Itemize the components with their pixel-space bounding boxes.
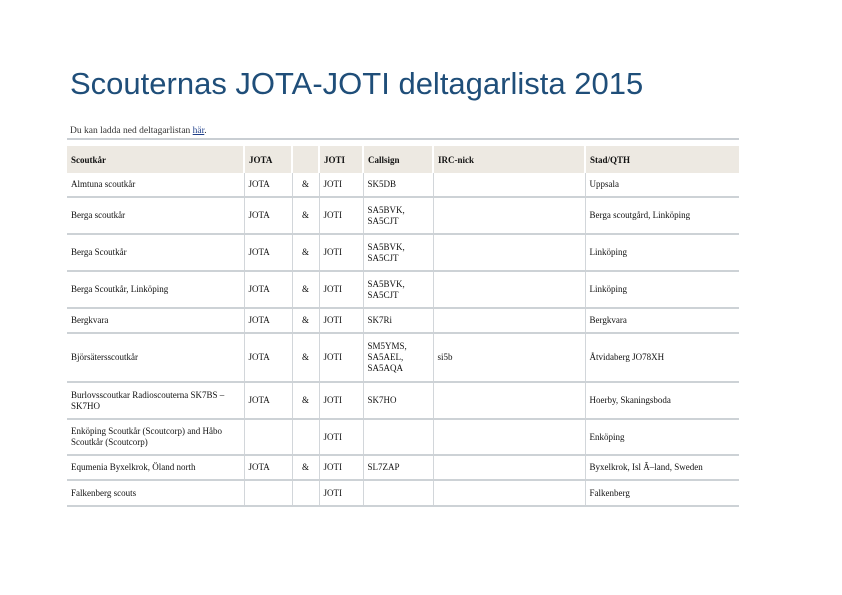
cell-scoutkar: Bergkvara (67, 308, 244, 333)
cell-stad: Linköping (585, 234, 739, 271)
table-header-row (67, 146, 739, 173)
header-amp (292, 146, 319, 173)
cell-joti: JOTI (319, 455, 363, 480)
cell-callsign: SK5DB (363, 173, 433, 197)
cell-scoutkar: Berga Scoutkår, Linköping (67, 271, 244, 308)
cell-callsign (363, 480, 433, 506)
header-joti: JOTI (319, 146, 363, 173)
cell-irc: si5b (433, 333, 585, 382)
cell-callsign: SL7ZAP (363, 455, 433, 480)
header-jota: JOTA (244, 146, 292, 173)
cell-callsign: SA5BVK, SA5CJT (363, 271, 433, 308)
cell-amp: & (292, 308, 319, 333)
cell-stad: Falkenberg (585, 480, 739, 506)
cell-jota: JOTA (244, 173, 292, 197)
table-row (67, 197, 739, 234)
cell-irc (433, 419, 585, 455)
cell-amp: & (292, 455, 319, 480)
cell-callsign: SA5BVK, SA5CJT (363, 234, 433, 271)
cell-joti: JOTI (319, 308, 363, 333)
table-row (67, 382, 739, 419)
cell-scoutkar: Almtuna scoutkår (67, 173, 244, 197)
cell-stad: Enköping (585, 419, 739, 455)
participant-table (67, 146, 739, 507)
table-row (67, 234, 739, 271)
table-row (67, 173, 739, 197)
cell-scoutkar: Equmenia Byxelkrok, Öland north (67, 455, 244, 480)
table-row (67, 333, 739, 382)
cell-jota: JOTA (244, 197, 292, 234)
download-link[interactable]: här (192, 126, 205, 136)
cell-jota (244, 419, 292, 455)
cell-joti: JOTI (319, 173, 363, 197)
cell-jota: JOTA (244, 234, 292, 271)
intro-label: Du kan ladda ned deltagarlistan (70, 126, 193, 136)
table-row (67, 271, 739, 308)
cell-jota: JOTA (244, 271, 292, 308)
cell-irc (433, 382, 585, 419)
table-row (67, 480, 739, 506)
cell-scoutkar: Falkenberg scouts (67, 480, 244, 506)
header-stad: Stad/QTH (585, 146, 739, 173)
cell-stad: Berga scoutgård, Linköping (585, 197, 739, 234)
cell-callsign: SK7HO (363, 382, 433, 419)
cell-stad: Byxelkrok, Isl Ã–land, Sweden (585, 455, 739, 480)
cell-scoutkar: Berga scoutkår (67, 197, 244, 234)
cell-callsign (363, 419, 433, 455)
table-row (67, 419, 739, 455)
header-irc: IRC-nick (433, 146, 585, 173)
header-callsign: Callsign (363, 146, 433, 173)
cell-stad: Uppsala (585, 173, 739, 197)
divider (67, 138, 739, 140)
cell-amp (292, 419, 319, 455)
cell-amp (292, 480, 319, 506)
cell-amp: & (292, 234, 319, 271)
cell-irc (433, 271, 585, 308)
cell-stad: Bergkvara (585, 308, 739, 333)
cell-stad: Hoerby, Skaningsboda (585, 382, 739, 419)
cell-amp: & (292, 197, 319, 234)
cell-scoutkar: Enköping Scoutkår (Scoutcorp) and Håbo Scoutkår (Scoutcorp) (67, 419, 244, 455)
cell-joti: JOTI (319, 234, 363, 271)
cell-irc (433, 480, 585, 506)
cell-irc (433, 234, 585, 271)
cell-callsign: SA5BVK, SA5CJT (363, 197, 433, 234)
cell-callsign: SK7Ri (363, 308, 433, 333)
cell-joti: JOTI (319, 382, 363, 419)
cell-scoutkar: Berga Scoutkår (67, 234, 244, 271)
cell-stad: Linköping (585, 271, 739, 308)
intro-text (70, 126, 207, 136)
cell-scoutkar: Burlovsscoutkar Radioscouterna SK7BS – SK7HO (67, 382, 244, 419)
page-title: Scouternas JOTA-JOTI deltagarlista 2015 (70, 66, 644, 101)
cell-jota: JOTA (244, 455, 292, 480)
cell-joti: JOTI (319, 271, 363, 308)
cell-amp: & (292, 333, 319, 382)
cell-amp: & (292, 382, 319, 419)
cell-jota: JOTA (244, 333, 292, 382)
cell-amp: & (292, 271, 319, 308)
cell-scoutkar: Björsätersscoutkår (67, 333, 244, 382)
cell-joti: JOTI (319, 480, 363, 506)
cell-irc (433, 308, 585, 333)
cell-stad: Åtvidaberg JO78XH (585, 333, 739, 382)
cell-irc (433, 455, 585, 480)
table-row (67, 455, 739, 480)
cell-joti: JOTI (319, 333, 363, 382)
intro-end: . (204, 126, 207, 136)
header-scoutkar: Scoutkår (67, 146, 244, 173)
cell-jota (244, 480, 292, 506)
cell-irc (433, 197, 585, 234)
cell-joti: JOTI (319, 197, 363, 234)
cell-joti: JOTI (319, 419, 363, 455)
cell-jota: JOTA (244, 308, 292, 333)
cell-irc (433, 173, 585, 197)
cell-amp: & (292, 173, 319, 197)
cell-jota: JOTA (244, 382, 292, 419)
cell-callsign: SM5YMS, SA5AEL, SA5AQA (363, 333, 433, 382)
table-row (67, 308, 739, 333)
